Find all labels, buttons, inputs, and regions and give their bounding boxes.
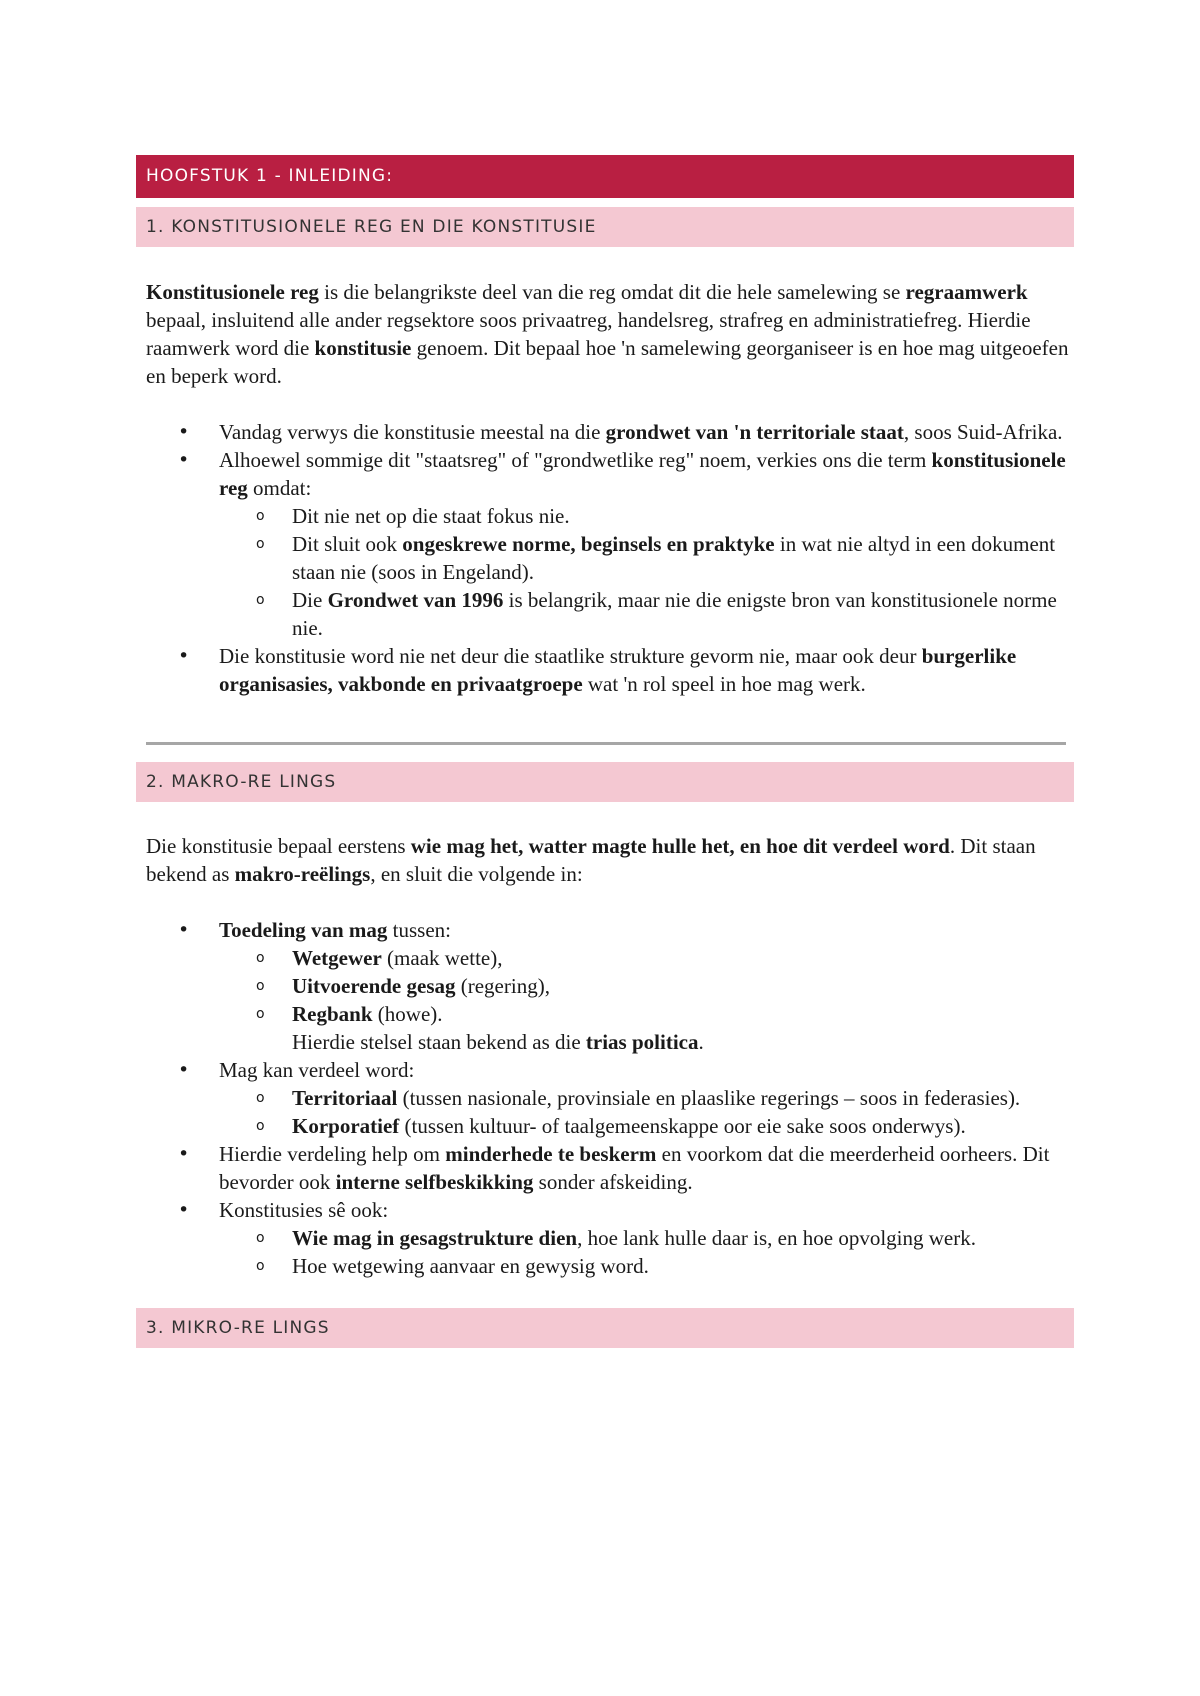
bold-text: trias politica xyxy=(585,1030,699,1054)
text: Mag kan verdeel word: xyxy=(219,1058,415,1082)
text: . Dit staan bekend as xyxy=(146,834,1036,886)
bold-text: minderhede te beskerm xyxy=(445,1142,657,1166)
list-item xyxy=(136,916,1074,944)
text: tussen: xyxy=(387,918,452,942)
bold-text: interne selfbeskikking xyxy=(335,1170,534,1194)
bold-text: Uitvoerende gesag xyxy=(292,974,456,998)
list-item xyxy=(136,1056,1074,1084)
sub-list-item xyxy=(136,530,1074,586)
text: Hierdie stelsel staan bekend as die xyxy=(292,1030,586,1054)
sub-list-item xyxy=(136,1084,1074,1112)
bold-text: Konstitusionele reg xyxy=(146,280,319,304)
text: genoem. Dit bepaal hoe 'n samelewing georganiseer is en hoe mag uitgeoefen en beperk word. xyxy=(146,336,1069,388)
text: . xyxy=(698,1030,704,1054)
sub-list-continuation xyxy=(136,1028,1074,1056)
section2-list xyxy=(136,916,1074,1280)
sub-list-item xyxy=(136,1252,1074,1280)
bold-text: konstitusionele reg xyxy=(219,448,1066,500)
text: (regering), xyxy=(455,974,550,998)
text: is die belangrikste deel van die reg omdat dit die hele samelewing se xyxy=(318,280,906,304)
text: omdat: xyxy=(247,476,312,500)
text: in wat nie altyd in een dokument staan nie (soos in Engeland). xyxy=(292,532,1056,584)
sub-list-item xyxy=(136,586,1074,642)
section-heading-1: 1. KONSTITUSIONELE REG EN DIE KONSTITUSIE xyxy=(136,207,1074,247)
bold-text: regraamwerk xyxy=(905,280,1028,304)
bold-text: Korporatief xyxy=(292,1114,400,1138)
text: en voorkom dat die meerderheid oorheers. Dit bevorder ook xyxy=(219,1142,1050,1194)
bold-text: Regbank xyxy=(292,1002,373,1026)
bold-text: Toedeling van mag xyxy=(219,918,388,942)
text: Vandag verwys die konstitusie meestal na die xyxy=(219,420,606,444)
section2-intro-paragraph xyxy=(146,832,1074,888)
bold-text: wie mag het, watter magte hulle het, en hoe dit verdeel word xyxy=(410,834,950,858)
bold-text: konstitusie xyxy=(314,336,412,360)
text: sonder afskeiding. xyxy=(533,1170,693,1194)
sub-list-item xyxy=(136,1112,1074,1140)
section1-list xyxy=(136,418,1074,698)
text: (maak wette), xyxy=(381,946,503,970)
document-page xyxy=(136,155,1074,1348)
text: Die konstitusie bepaal eerstens xyxy=(146,834,411,858)
text: (tussen nasionale, provinsiale en plaaslike regerings – soos in federasies). xyxy=(397,1086,1021,1110)
text: Alhoewel sommige dit "staatsreg" of "grondwetlike reg" noem, verkies ons die term xyxy=(219,448,932,472)
text: , en sluit die volgende in: xyxy=(370,862,583,886)
bold-text: Wetgewer xyxy=(292,946,382,970)
list-item xyxy=(136,642,1074,698)
sub-list-item xyxy=(136,1224,1074,1252)
text: Konstitusies sê ook: xyxy=(219,1198,389,1222)
sub-list-item xyxy=(136,972,1074,1000)
bold-text: Territoriaal xyxy=(292,1086,398,1110)
section1-intro-paragraph xyxy=(146,278,1074,390)
text: is belangrik, maar nie die enigste bron van konstitusionele norme nie. xyxy=(292,588,1057,640)
bold-text: makro-reëlings xyxy=(234,862,371,886)
bold-text: ongeskrewe norme, beginsels en praktyke xyxy=(402,532,775,556)
text: (tussen kultuur- of taalgemeenskappe oor eie sake soos onderwys). xyxy=(399,1114,966,1138)
bold-text: Wie mag in gesagstrukture dien xyxy=(292,1226,578,1250)
text: bepaal, insluitend alle ander regsektore soos privaatreg, handelsreg, strafreg en administratiefreg. Hierdie raamwerk word die xyxy=(146,308,1031,360)
list-item xyxy=(136,1196,1074,1224)
text: Hoe wetgewing aanvaar en gewysig word. xyxy=(292,1254,649,1278)
sub-list-item xyxy=(136,1000,1074,1028)
list-item xyxy=(136,418,1074,446)
section-heading-3: 3. MIKRO-RE LINGS xyxy=(136,1308,1074,1348)
text: Dit sluit ook xyxy=(292,532,403,556)
bold-text: Grondwet van 1996 xyxy=(327,588,504,612)
text: wat 'n rol speel in hoe mag werk. xyxy=(582,672,866,696)
text: (howe). xyxy=(372,1002,443,1026)
bold-text: grondwet van 'n territoriale staat xyxy=(605,420,904,444)
list-item xyxy=(136,1140,1074,1196)
sub-list-item xyxy=(136,502,1074,530)
bold-text: burgerlike organisasies, vakbonde en privaatgroepe xyxy=(219,644,1017,696)
text: Dit nie net op die staat fokus nie. xyxy=(292,504,570,528)
list-item xyxy=(136,446,1074,502)
chapter-title: HOOFSTUK 1 - INLEIDING: xyxy=(136,155,1074,198)
text: Hierdie verdeling help om xyxy=(219,1142,446,1166)
section-heading-2: 2. MAKRO-RE LINGS xyxy=(136,762,1074,802)
text: Die konstitusie word nie net deur die staatlike strukture gevorm nie, maar ook deur xyxy=(219,644,922,668)
sub-list-item xyxy=(136,944,1074,972)
text: , soos Suid-Afrika. xyxy=(903,420,1063,444)
text: Die xyxy=(292,588,328,612)
text: , hoe lank hulle daar is, en hoe opvolging werk. xyxy=(577,1226,976,1250)
